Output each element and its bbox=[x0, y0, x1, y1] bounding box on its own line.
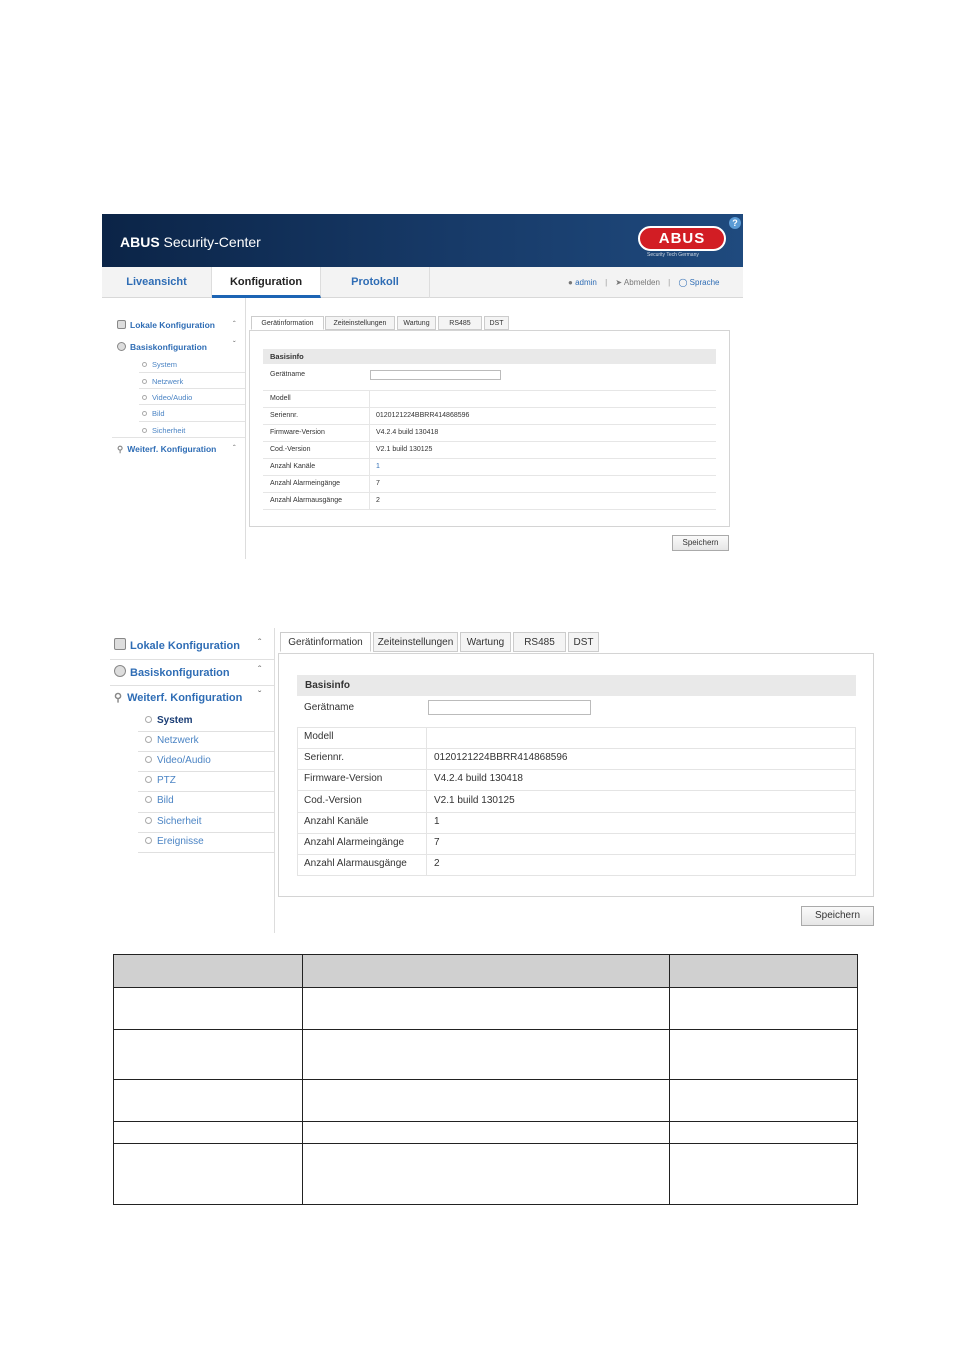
row-label: Anzahl Alarmeingänge bbox=[270, 480, 341, 487]
row-label: Anzahl Kanäle bbox=[304, 816, 369, 827]
bullet-icon bbox=[142, 395, 147, 400]
table-row bbox=[114, 1030, 858, 1080]
row-label: Anzahl Kanäle bbox=[270, 463, 316, 470]
bullet-icon bbox=[145, 756, 152, 763]
local-config-icon bbox=[117, 320, 126, 329]
row-value: V2.1 build 130125 bbox=[376, 446, 433, 453]
tab-zeiteinstellungen[interactable]: Zeiteinstellungen bbox=[325, 316, 395, 330]
bullet-icon bbox=[145, 736, 152, 743]
table-row bbox=[114, 1122, 858, 1144]
row-value: 2 bbox=[434, 858, 440, 869]
tab-konfiguration[interactable]: Konfiguration bbox=[212, 267, 321, 298]
device-name-input[interactable] bbox=[370, 370, 501, 380]
bullet-icon bbox=[145, 776, 152, 783]
admin-link[interactable]: admin bbox=[575, 278, 597, 287]
row-value: V4.2.4 build 130418 bbox=[376, 429, 439, 436]
help-icon[interactable]: ? bbox=[729, 217, 741, 229]
row-value: 0120121224BBRR414868596 bbox=[376, 412, 470, 419]
bullet-icon bbox=[145, 796, 152, 803]
logout-link[interactable]: Abmelden bbox=[623, 278, 660, 287]
bullet-icon bbox=[145, 837, 152, 844]
sidebar-sub-ptz[interactable]: PTZ bbox=[145, 775, 176, 786]
table-row bbox=[114, 1080, 858, 1122]
sidebar-item-basic-config[interactable]: Basiskonfiguration bbox=[117, 342, 207, 352]
sidebar-sub-bild[interactable]: Bild bbox=[145, 795, 174, 806]
screenshot-config-detail bbox=[108, 628, 878, 933]
logout-icon: ➤ bbox=[615, 278, 623, 287]
table-header-cell bbox=[303, 955, 670, 988]
sidebar-sub-ereignisse[interactable]: Ereignisse bbox=[145, 836, 204, 847]
section-header: Basisinfo bbox=[263, 349, 716, 364]
chevron-up-icon[interactable]: ˆ bbox=[258, 638, 262, 649]
tab-dst[interactable]: DST bbox=[484, 316, 509, 330]
row-value: 7 bbox=[376, 480, 380, 487]
row-label: Seriennr. bbox=[270, 412, 299, 419]
sidebar-item-local-config[interactable]: Lokale Konfiguration bbox=[117, 320, 215, 330]
section-header: Basisinfo bbox=[297, 675, 856, 696]
tab-dst[interactable]: DST bbox=[568, 632, 599, 652]
save-button[interactable]: Speichern bbox=[801, 906, 874, 926]
row-value: 2 bbox=[376, 497, 380, 504]
sidebar-item-advanced-config[interactable]: ⚲ Weiterf. Konfiguration bbox=[117, 444, 217, 454]
table-header-cell bbox=[670, 955, 858, 988]
wrench-icon: ⚲ bbox=[117, 444, 124, 454]
user-nav: ● admin | ➤ Abmelden | ◯ Sprache bbox=[568, 278, 720, 287]
bullet-icon bbox=[142, 428, 147, 433]
sidebar-item-basic-config[interactable]: Basiskonfiguration bbox=[114, 665, 230, 679]
sidebar-item-local-config[interactable]: Lokale Konfiguration bbox=[114, 638, 240, 652]
sidebar-sub-netzwerk[interactable]: Netzwerk bbox=[145, 735, 199, 746]
sidebar-sub-sicherheit[interactable]: Sicherheit bbox=[142, 426, 185, 435]
tab-geraetinformation[interactable]: Gerätinformation bbox=[280, 632, 371, 652]
row-value: 0120121224BBRR414868596 bbox=[434, 752, 568, 763]
save-button[interactable]: Speichern bbox=[672, 535, 729, 551]
row-label: Anzahl Alarmeingänge bbox=[304, 837, 405, 848]
sidebar-item-advanced-config[interactable]: ⚲ Weiterf. Konfiguration bbox=[114, 692, 243, 704]
local-config-icon bbox=[114, 638, 126, 650]
basic-config-icon bbox=[114, 665, 126, 677]
globe-icon: ◯ bbox=[678, 278, 688, 287]
row-label: Seriennr. bbox=[304, 752, 345, 763]
row-value: V2.1 build 130125 bbox=[434, 795, 515, 806]
table-row bbox=[114, 1144, 858, 1205]
abus-logo: ABUS bbox=[638, 226, 726, 251]
sidebar-sub-bild[interactable]: Bild bbox=[142, 409, 165, 418]
tab-rs485[interactable]: RS485 bbox=[513, 632, 566, 652]
row-value: 1 bbox=[376, 463, 380, 470]
tab-liveansicht[interactable]: Liveansicht bbox=[102, 267, 212, 298]
row-label: Anzahl Alarmausgänge bbox=[304, 858, 407, 869]
app-title: ABUS Security-Center bbox=[120, 234, 261, 250]
table-row bbox=[114, 988, 858, 1030]
wrench-icon: ⚲ bbox=[114, 692, 123, 704]
row-label: Firmware-Version bbox=[304, 773, 383, 784]
tab-rs485[interactable]: RS485 bbox=[438, 316, 482, 330]
tab-protokoll[interactable]: Protokoll bbox=[321, 267, 430, 298]
row-label: Firmware-Version bbox=[270, 429, 325, 436]
device-name-input[interactable] bbox=[428, 700, 591, 715]
table-header-row bbox=[114, 955, 858, 988]
table-header-cell bbox=[114, 955, 303, 988]
row-label: Modell bbox=[270, 395, 291, 402]
language-link[interactable]: Sprache bbox=[689, 278, 720, 287]
chevron-down-icon[interactable]: ˇ bbox=[258, 690, 262, 701]
tab-zeiteinstellungen[interactable]: Zeiteinstellungen bbox=[373, 632, 458, 652]
sidebar-sub-video-audio[interactable]: Video/Audio bbox=[145, 755, 211, 766]
tab-geraetinformation[interactable]: Gerätinformation bbox=[251, 316, 324, 330]
bullet-icon bbox=[142, 411, 147, 416]
row-value: 7 bbox=[434, 837, 440, 848]
row-value: V4.2.4 build 130418 bbox=[434, 773, 523, 784]
sidebar-sub-video-audio[interactable]: Video/Audio bbox=[142, 393, 192, 402]
user-icon: ● bbox=[568, 278, 573, 287]
sidebar-sub-sicherheit[interactable]: Sicherheit bbox=[145, 816, 201, 827]
chevron-up-icon[interactable]: ˆ bbox=[233, 320, 236, 329]
row-label: Cod.-Version bbox=[270, 446, 311, 453]
row-label: Modell bbox=[304, 731, 334, 742]
device-name-label: Gerätname bbox=[270, 371, 306, 378]
basic-config-icon bbox=[117, 342, 126, 351]
row-label: Cod.-Version bbox=[304, 795, 362, 806]
bullet-icon bbox=[145, 716, 152, 723]
sidebar-sub-system[interactable]: System bbox=[142, 360, 177, 369]
description-table bbox=[113, 954, 858, 1205]
bullet-icon bbox=[142, 362, 147, 367]
chevron-up-icon[interactable]: ˆ bbox=[233, 444, 236, 453]
chevron-down-icon[interactable]: ˇ bbox=[233, 340, 236, 349]
bullet-icon bbox=[142, 379, 147, 384]
logo-tagline: Security Tech Germany bbox=[647, 252, 699, 258]
chevron-up-icon[interactable]: ˆ bbox=[258, 665, 262, 676]
tab-wartung[interactable]: Wartung bbox=[397, 316, 436, 330]
bullet-icon bbox=[145, 817, 152, 824]
screenshot-full-ui bbox=[102, 214, 743, 559]
sidebar-sub-netzwerk[interactable]: Netzwerk bbox=[142, 377, 183, 386]
device-name-label: Gerätname bbox=[304, 702, 355, 713]
row-label: Anzahl Alarmausgänge bbox=[270, 497, 342, 504]
tab-wartung[interactable]: Wartung bbox=[460, 632, 511, 652]
row-value: 1 bbox=[434, 816, 440, 827]
sidebar-sub-system[interactable]: System bbox=[145, 715, 193, 726]
